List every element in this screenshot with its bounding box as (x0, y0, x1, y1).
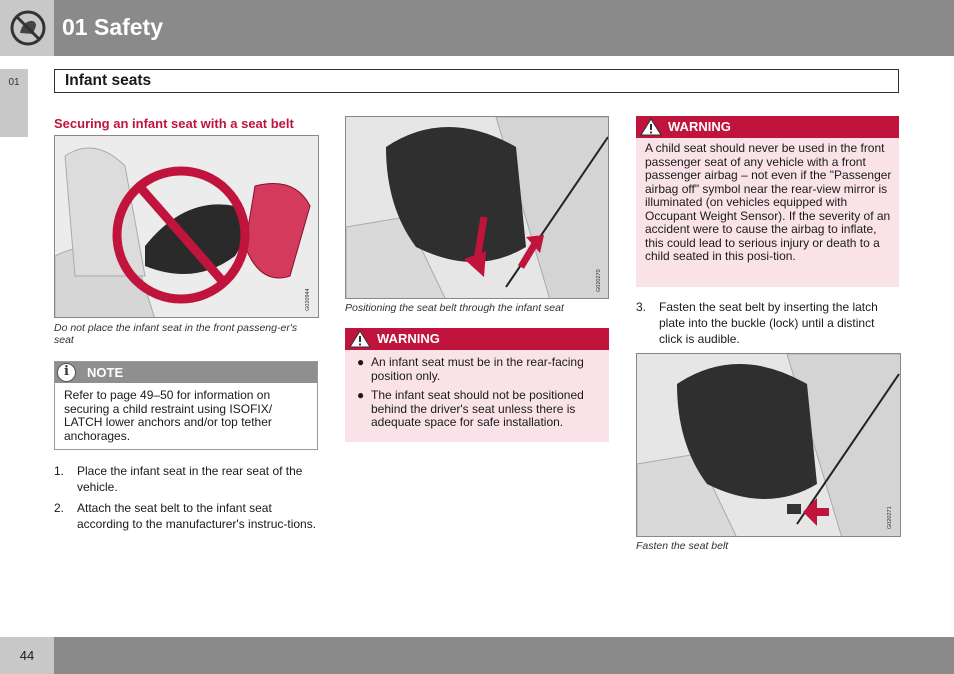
section-title: Infant seats (65, 72, 152, 89)
warning-label: WARNING (377, 331, 440, 346)
list-item (355, 356, 603, 383)
figure-position-belt (345, 116, 609, 299)
section-title-box (54, 69, 899, 93)
warning-bullets (355, 356, 603, 436)
figure-code: G020270 (596, 269, 602, 292)
page-number: 44 (19, 648, 35, 663)
list-item (54, 500, 320, 532)
step-text: Fasten the seat belt by inserting the latch plate into the buckle (lock) until a distinct click is audible. (659, 300, 878, 346)
warning-triangle-icon (349, 330, 371, 348)
list-item (355, 389, 603, 430)
figure-code: G020944 (305, 288, 311, 311)
no-child-seat-icon (0, 0, 54, 56)
step-text: Place the infant seat in the rear seat of the vehicle. (77, 464, 303, 494)
step-number: 3. (636, 300, 647, 314)
list-item (54, 463, 320, 495)
side-tab-number: 01 (8, 77, 20, 88)
front-seat-illustration (55, 136, 319, 318)
bullet-dot: ● (357, 388, 365, 402)
figure-code: G020271 (887, 506, 893, 529)
info-icon: i (57, 363, 76, 382)
note-text: Refer to page 49–50 for information on securing a child restraint using ISOFIX/ LATCH lower anchors and/or top tether anchorages. (64, 388, 273, 443)
warning-box-right (636, 116, 899, 287)
figure-caption: Do not place the infant seat in the front passeng-er's seat (54, 322, 298, 346)
figure-caption: Fasten the seat belt (636, 540, 729, 552)
rear-seat-belt-illustration (346, 117, 609, 299)
fasten-belt-illustration (637, 354, 901, 537)
warning-header (636, 116, 899, 138)
sub-heading: Securing an infant seat with a seat belt (54, 116, 294, 131)
chapter-title: 01 Safety (62, 14, 164, 40)
warning-box-middle (345, 328, 609, 442)
bullet-text: An infant seat must be in the rear-facing position only. (371, 355, 584, 383)
figure-fasten-belt (636, 353, 901, 537)
steps-list-right (636, 299, 898, 352)
step-number: 2. (54, 501, 65, 515)
warning-label: WARNING (668, 119, 731, 134)
header-icon-box (0, 0, 54, 56)
warning-text: A child seat should never be used in the front passenger seat of any vehicle with a front passenger airbag – not even if the "Passenger airbag off" symbol near the rear-view mirror is illuminated (on vehicles equipped with Occupant Weight Sensor). If the severity of an accident were to cause the airbag to inflate, this could lead to serious injury or death to a child seated in this posi-tion. (645, 141, 892, 263)
bullet-dot: ● (357, 355, 365, 369)
note-box (54, 361, 318, 450)
bullet-text: The infant seat should not be positioned behind the driver's seat unless there is adequate space for safe installation. (371, 388, 584, 429)
warning-triangle-icon (640, 118, 662, 136)
list-item (636, 299, 898, 347)
step-number: 1. (54, 464, 65, 478)
steps-list-left (54, 463, 320, 537)
note-label: NOTE (87, 365, 124, 380)
note-header (55, 362, 317, 383)
step-text: Attach the seat belt to the infant seat according to the manufacturer's instruc-tions. (77, 501, 317, 531)
footer-bar (0, 637, 954, 674)
figure-caption: Positioning the seat belt through the infant seat (345, 302, 564, 314)
warning-header (345, 328, 609, 350)
figure-no-front-seat (54, 135, 319, 318)
